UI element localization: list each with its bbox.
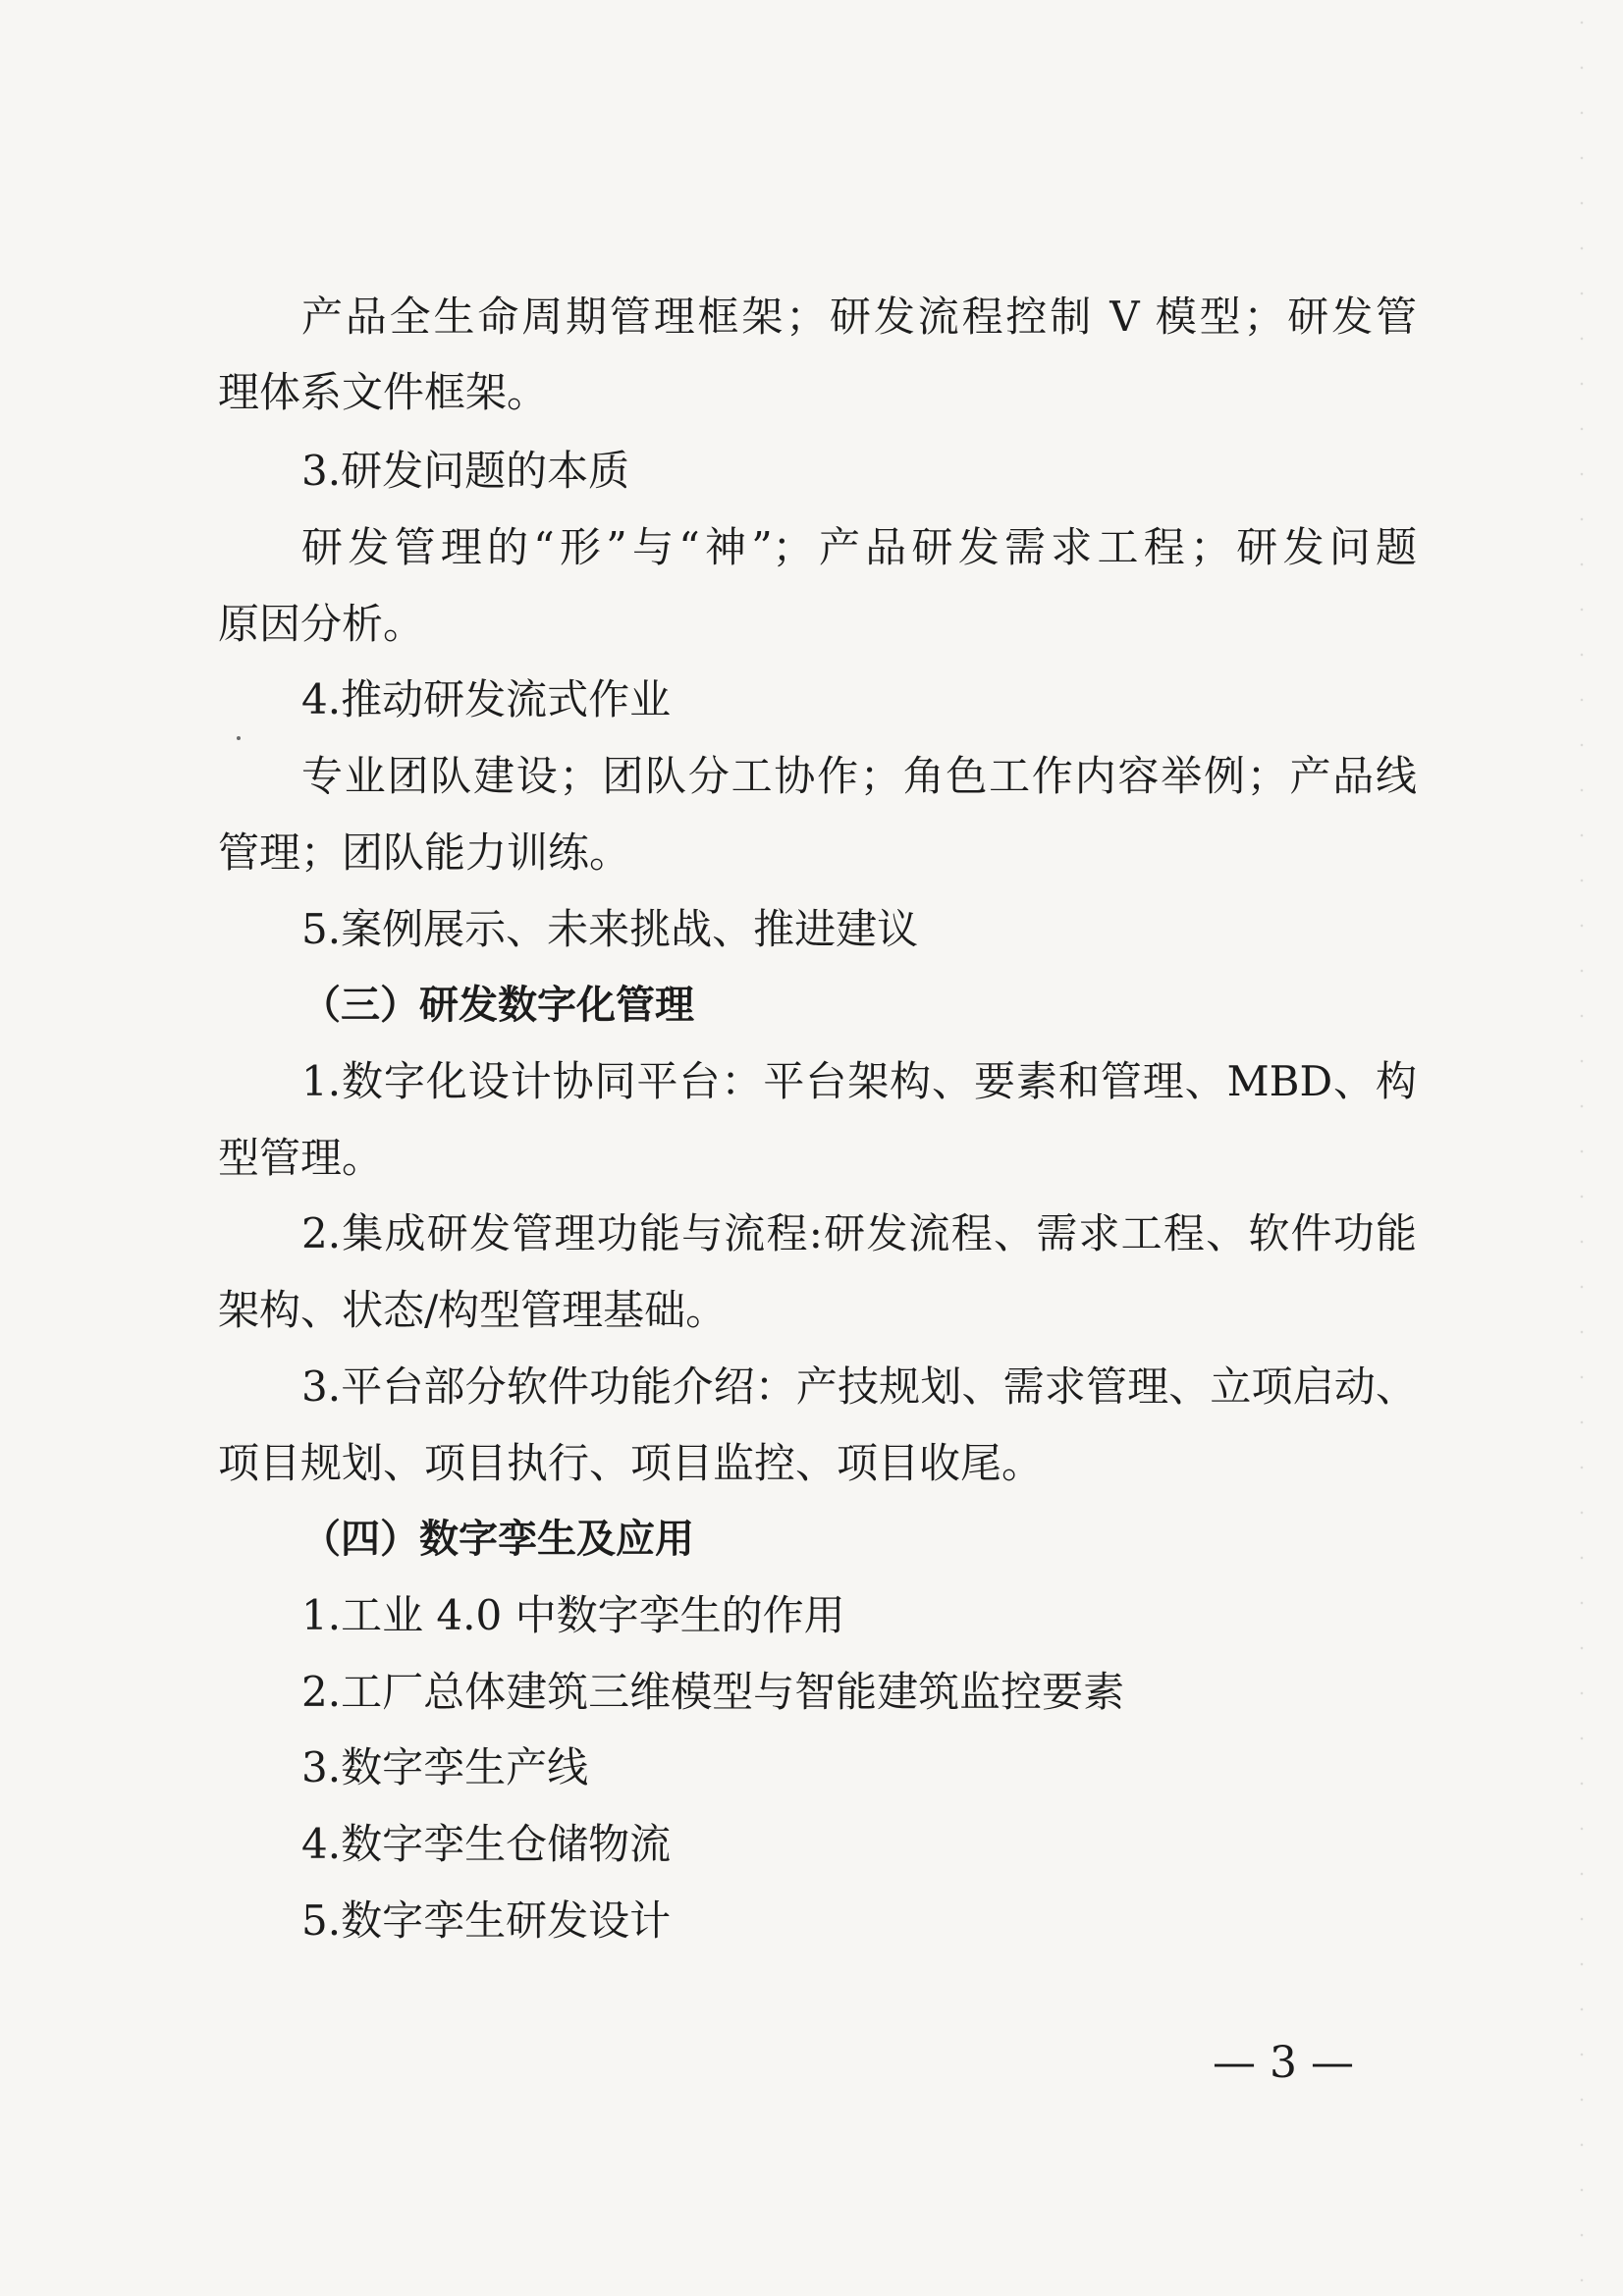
body-line-11: 1.数字化设计协同平台：平台架构、要素和管理、MBD、构 (301, 1057, 1417, 1105)
body-line-2: 理体系文件框架。 (218, 368, 549, 416)
body-line-5: 原因分析。 (218, 600, 425, 648)
body-line-8: 管理；团队能力训练。 (218, 828, 631, 877)
body-line-15: 3.平台部分软件功能介绍：产技规划、需求管理、立项启动、 (301, 1362, 1417, 1411)
scan-edge-dots (1580, 0, 1584, 2296)
list-item-4-2: 2.工厂总体建筑三维模型与智能建筑监控要素 (301, 1668, 1125, 1716)
list-item-4-1: 1.工业 4.0 中数字孪生的作用 (301, 1591, 845, 1639)
body-line-16: 项目规划、项目执行、项目监控、项目收尾。 (218, 1439, 1044, 1487)
body-line-7: 专业团队建设；团队分工协作；角色工作内容举例；产品线 (301, 752, 1417, 800)
body-line-14: 架构、状态/构型管理基础。 (218, 1286, 728, 1334)
list-item-4-3: 3.数字孪生产线 (301, 1743, 589, 1791)
body-line-13: 2.集成研发管理功能与流程:研发流程、需求工程、软件功能 (301, 1209, 1417, 1257)
body-line-12: 型管理。 (218, 1134, 384, 1182)
body-line-1: 产品全生命周期管理框架；研发流程控制 V 模型；研发管 (301, 293, 1417, 341)
page-number: — 3 — (1213, 2038, 1354, 2088)
list-item-3: 3.研发问题的本质 (301, 447, 630, 495)
section-heading-3: （三）研发数字化管理 (301, 983, 694, 1028)
list-item-4-4: 4.数字孪生仓储物流 (301, 1820, 672, 1868)
list-item-4-5: 5.数字孪生研发设计 (301, 1896, 672, 1945)
list-item-4: 4.推动研发流式作业 (301, 675, 672, 723)
list-item-5: 5.案例展示、未来挑战、推进建议 (301, 905, 919, 953)
body-line-4: 研发管理的“形”与“神”；产品研发需求工程；研发问题 (301, 523, 1417, 571)
section-heading-4: （四）数字孪生及应用 (301, 1517, 694, 1562)
scan-speck (237, 736, 241, 740)
